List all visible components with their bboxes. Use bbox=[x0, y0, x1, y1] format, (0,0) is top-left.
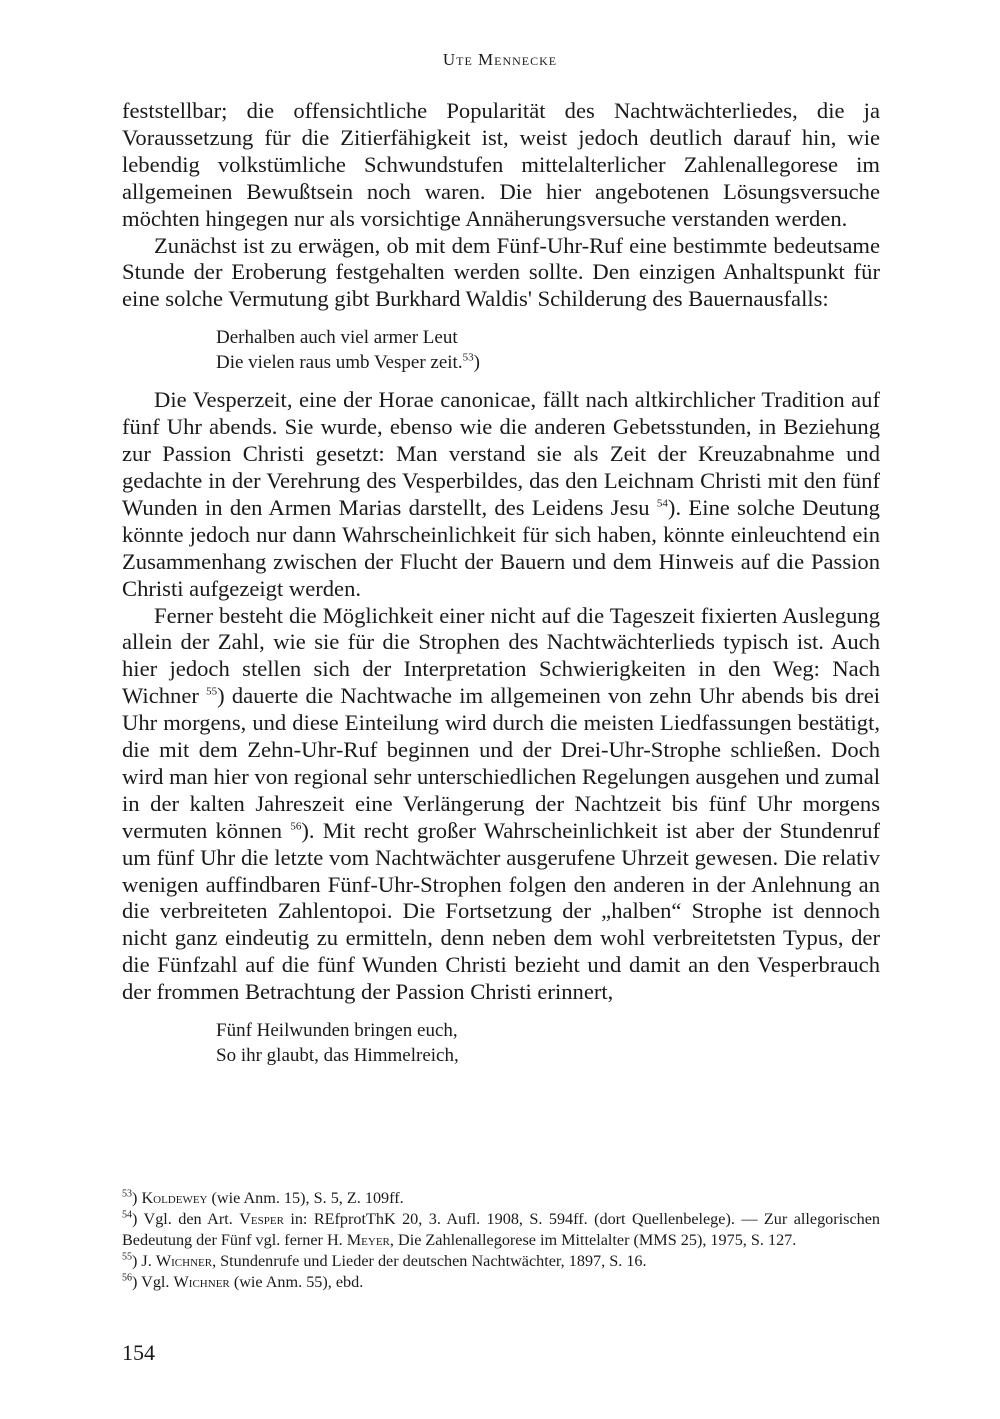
main-text bbox=[122, 98, 880, 1080]
footnote-ref-54: 54 bbox=[656, 497, 668, 510]
page-number: 154 bbox=[122, 1340, 155, 1365]
footnote-ref-55: 55 bbox=[206, 685, 218, 698]
footnote-53 bbox=[122, 1188, 880, 1209]
paragraph-4-part-c: ). Mit recht großer Wahrscheinlichkeit ist aber der Stundenruf um fünf Uhr die letzte vom Nachtwächter ausgerufene Uhrzeit gewesen. Die relativ wenigen auffindbaren Fünf-Uhr-Strophen folgen den anderen in der Anlehnung an die verbreiteten Zahlentopoi. Die Fortsetzung der „halben“ Strophe ist dennoch nicht ganz eindeutig zu ermitteln, denn neben dem wohl verbreitetsten Typus, der die Fünfzahl auf die fünf Wunden Christi bezieht und damit an den Vesperbrauch der frommen Betrachtung der Passion Christi erinnert, bbox=[122, 817, 880, 1005]
verse-2-line-1: Fünf Heilwunden bringen euch, bbox=[216, 1020, 458, 1042]
footnote-mark: 53 bbox=[122, 1188, 132, 1200]
footnote-56 bbox=[122, 1272, 880, 1293]
footnote-text: ) Vgl. den Art. bbox=[132, 1210, 240, 1228]
paragraph-4-part-b: ) dauerte die Nachtwache im allgemeinen von zehn Uhr abends bis drei Uhr morgens, und diese Einteilung wird durch die meisten Liedfassungen bestätigt, die mit dem Zehn-Uhr-Ruf beginnen und der Drei-Uhr-Strophe schließen. Doch wird man hier von regional sehr unterschiedlichen Regelungen ausgehen und zumal in der kalten Jahreszeit eine Verlängerung der Nachtzeit bis fünf Uhr morgens vermuten können bbox=[122, 683, 880, 843]
footnote-mark: 55 bbox=[122, 1251, 132, 1263]
footnote-mark: 54 bbox=[122, 1209, 132, 1221]
footnote-ref-53: 53 bbox=[462, 351, 474, 364]
verse-1-close: ) bbox=[473, 352, 480, 374]
author-name: Wichner bbox=[173, 1273, 230, 1291]
author-name: Wichner bbox=[155, 1252, 213, 1270]
footnote-ref-56: 56 bbox=[290, 820, 302, 833]
paragraph-3-part-a: Die Vesperzeit, eine der Horae canonicae, fällt nach altkirchlicher Tradition auf fünf Uhr abends. Sie wurde, ebenso wie die anderen Gebetsstunden, in Beziehung zur Passion Christi gesetzt: Man verstand sie als Zeit der Kreuzabnahme und gedachte in der Verehrung des Vesperbildes, das den Leichnam Christi mit den fünf Wunden in den Armen Marias darstellt, des Leidens Jesu bbox=[122, 387, 880, 520]
paragraph-2: Zunächst ist zu erwägen, ob mit dem Fünf-Uhr-Ruf eine bestimmte bedeutsame Stunde der Eroberung festgehalten werden sollte. Den einzigen Anhaltspunkt für eine solche Vermutung gibt Burkhard Waldis' Schilderung des Bauernausfalls: bbox=[122, 232, 880, 312]
footnote-text: , Stundenrufe und Lieder der deutschen Nachtwächter, 1897, S. 16. bbox=[212, 1252, 647, 1270]
paragraph-4-part-a: Ferner besteht die Möglichkeit einer nicht auf die Tageszeit fixierten Auslegung allein der Zahl, wie sie für die Strophen des Nachtwächterlieds typisch ist. Auch hier jedoch stellen sich der Interpretation Schwierigkeiten in den Weg: Nach Wichner bbox=[122, 602, 880, 709]
footnote-54 bbox=[122, 1209, 880, 1251]
verse-2-line-2: So ihr glaubt, das Himmelreich, bbox=[216, 1045, 459, 1067]
footnote-text: (wie Anm. 55), ebd. bbox=[229, 1273, 364, 1291]
footnote-55 bbox=[122, 1251, 880, 1272]
paragraph-4 bbox=[122, 603, 880, 1007]
footnote-text: in: REfprotThK 20, 3. Aufl. 1908, S. 594ff. (dort Quellenbelege). — Zur allegorischen Bedeutung der Fünf vgl. ferner H. bbox=[122, 1210, 881, 1249]
author-name: Koldewey bbox=[141, 1189, 208, 1207]
footnote-text: ) bbox=[132, 1189, 142, 1207]
footnote-mark: 56 bbox=[122, 1272, 132, 1284]
footnote-text: , Die Zahlenallegorese im Mittelalter (MMS 25), 1975, S. 127. bbox=[389, 1231, 797, 1249]
verse-quote-2 bbox=[216, 1018, 880, 1068]
verse-1-line-2 bbox=[216, 350, 880, 375]
verse-1-line-2-text: Die vielen raus umb Vesper zeit. bbox=[216, 352, 463, 374]
paragraph-3-part-b: ). Eine solche Deutung könnte jedoch nur dann Wahrscheinlichkeit für sich haben, könnte einleuchtend ein Zusammenhang zwischen der Flucht der Bauern und dem Hinweis auf die Passion Christi aufgezeigt werden. bbox=[122, 494, 880, 601]
paragraph-3 bbox=[122, 387, 880, 602]
author-name: Meyer bbox=[346, 1231, 390, 1249]
footnote-text: ) J. bbox=[132, 1252, 156, 1270]
running-header: Ute Mennecke bbox=[442, 50, 558, 69]
verse-1-line-1: Derhalben auch viel armer Leut bbox=[216, 327, 458, 349]
paragraph-1: feststellbar; die offensichtliche Popularität des Nachtwächterliedes, die ja Voraussetzung für die Zitierfähigkeit ist, weist jedoch deutlich darauf hin, wie lebendig volkstümliche Schwundstufen mittelalterlicher Zahlenallegorese im allgemeinen Bewußtsein noch waren. Die hier angebotenen Lösungsversuche möchten hingegen nur als vorsichtige Annäherungsversuche verstanden werden. bbox=[122, 98, 880, 231]
footnote-text: (wie Anm. 15), S. 5, Z. 109ff. bbox=[207, 1189, 404, 1207]
article-name: Vesper bbox=[239, 1210, 284, 1228]
footnote-text: ) Vgl. bbox=[132, 1273, 174, 1291]
verse-quote-1 bbox=[216, 325, 880, 375]
footnotes bbox=[122, 1188, 880, 1293]
